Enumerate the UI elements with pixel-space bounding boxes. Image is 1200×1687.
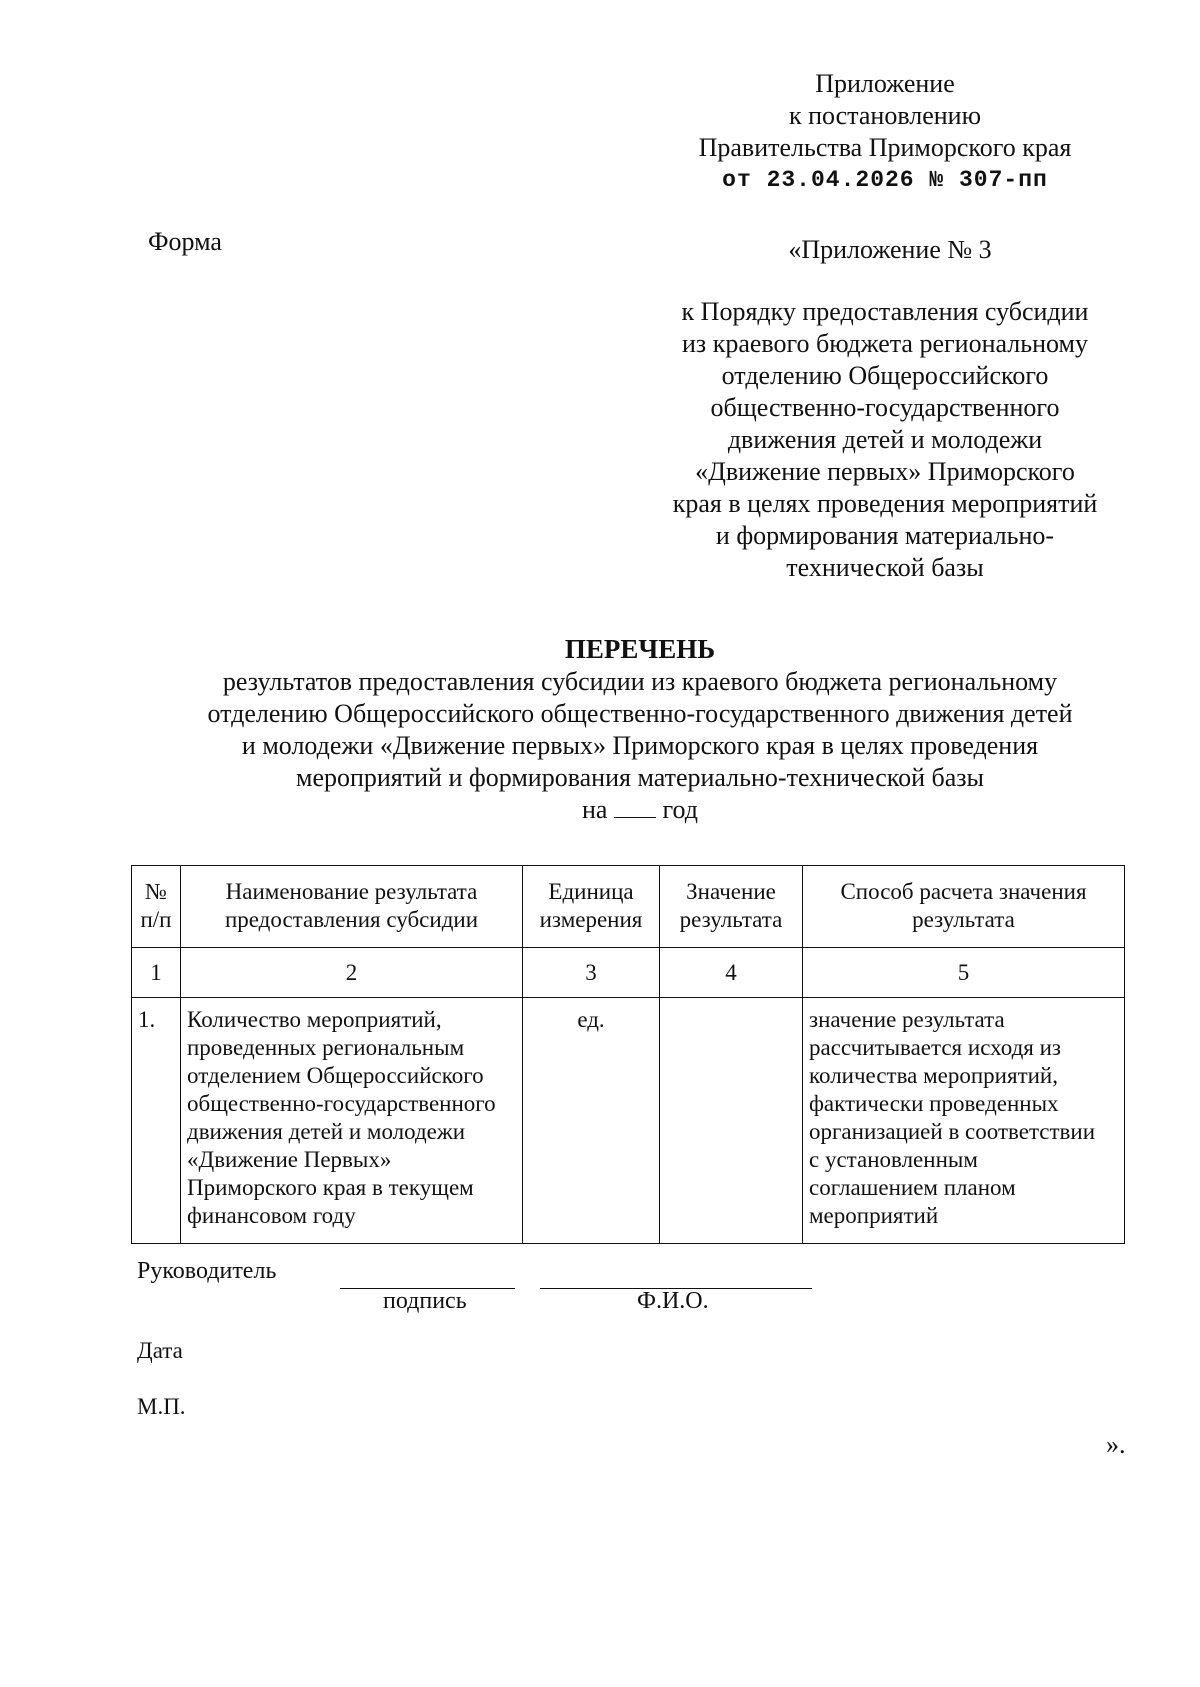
table-header-row bbox=[132, 866, 1125, 948]
cell-line: с установленным bbox=[809, 1147, 978, 1172]
row-value-empty bbox=[660, 998, 803, 1244]
head-label: Руководитель bbox=[137, 1258, 277, 1284]
decree-number: от 23.04.2026 № 307-пп bbox=[722, 167, 1048, 193]
list-subtitle-line: и молодежи «Движение первых» Приморского края в целях проведения bbox=[241, 731, 1039, 760]
cell-line: отделением Общероссийского bbox=[187, 1063, 484, 1088]
year-blank-field bbox=[614, 795, 656, 818]
order-ref-line: «Движение первых» Приморского bbox=[695, 457, 1075, 486]
row-unit: ед. bbox=[523, 998, 660, 1244]
appendix-3-title: «Приложение № 3 bbox=[788, 235, 992, 264]
results-table bbox=[131, 865, 1125, 1244]
order-ref-line: из краевого бюджета региональному bbox=[682, 329, 1088, 358]
list-subtitle-line: результатов предоставления субсидии из краевого бюджета региональному bbox=[222, 667, 1058, 696]
list-subtitle-line: мероприятий и формирования материально-технической базы bbox=[295, 763, 985, 792]
row-calc-method bbox=[803, 998, 1125, 1244]
closing-quote: ». bbox=[1106, 1430, 1126, 1459]
signature-caption: подпись bbox=[383, 1288, 467, 1314]
year-prefix: на bbox=[582, 795, 608, 824]
cell-line: движения детей и молодежи bbox=[187, 1119, 466, 1144]
header-cell-name bbox=[181, 866, 523, 948]
column-number: 1 bbox=[132, 948, 181, 998]
list-subtitle-line: отделению Общероссийского общественно-государственного движения детей bbox=[207, 699, 1073, 728]
column-number: 5 bbox=[803, 948, 1125, 998]
appendix-title: Приложение bbox=[815, 69, 955, 98]
header-text: Способ расчета значения bbox=[840, 879, 1087, 904]
order-ref-line: общественно-государственного bbox=[710, 393, 1060, 422]
order-ref-line: отделению Общероссийского bbox=[721, 361, 1049, 390]
appendix-decree-ref: к постановлению bbox=[788, 101, 982, 130]
cell-line: «Движение Первых» bbox=[187, 1147, 392, 1172]
list-title-block bbox=[130, 632, 1150, 826]
header-text: Значение bbox=[686, 879, 776, 904]
cell-line: количества мероприятий, bbox=[809, 1063, 1058, 1088]
cell-line: общественно-государственного bbox=[187, 1091, 496, 1116]
header-text: результата bbox=[679, 907, 783, 932]
order-ref-line: и формирования материально- bbox=[715, 521, 1055, 550]
header-text: результата bbox=[912, 907, 1015, 932]
column-number: 2 bbox=[181, 948, 523, 998]
order-ref-line: движения детей и молодежи bbox=[727, 425, 1043, 454]
header-text: п/п bbox=[140, 907, 172, 932]
header-cell-value bbox=[660, 866, 803, 948]
form-label: Форма bbox=[148, 227, 222, 256]
cell-line: значение результата bbox=[809, 1007, 1005, 1032]
signature-block bbox=[137, 1258, 957, 1318]
appendix-government: Правительства Приморского края bbox=[698, 133, 1072, 162]
row-result-name bbox=[181, 998, 523, 1244]
date-label: Дата bbox=[137, 1338, 183, 1363]
cell-line: Приморского края в текущем bbox=[187, 1175, 474, 1200]
row-number: 1. bbox=[132, 998, 181, 1244]
header-text: № bbox=[145, 879, 167, 904]
header-text: предоставления субсидии bbox=[224, 907, 479, 932]
cell-line: мероприятий bbox=[809, 1203, 939, 1228]
table-column-number-row bbox=[132, 948, 1125, 998]
table-row bbox=[132, 998, 1125, 1244]
order-reference bbox=[640, 296, 1130, 584]
cell-line: фактически проведенных bbox=[809, 1091, 1059, 1116]
cell-line: финансовом году bbox=[187, 1203, 356, 1228]
full-name-caption: Ф.И.О. bbox=[637, 1288, 709, 1314]
list-heading: ПЕРЕЧЕНЬ bbox=[564, 634, 716, 664]
header-cell-unit bbox=[523, 866, 660, 948]
header-text: измерения bbox=[539, 907, 643, 932]
year-line bbox=[130, 794, 1150, 826]
column-number: 3 bbox=[523, 948, 660, 998]
header-text: Единица bbox=[548, 879, 634, 904]
header-cell-number bbox=[132, 866, 181, 948]
cell-line: соглашением планом bbox=[809, 1175, 1016, 1200]
header-cell-method bbox=[803, 866, 1125, 948]
cell-line: организацией в соответствии bbox=[809, 1119, 1096, 1144]
order-ref-line: технической базы bbox=[786, 553, 984, 582]
appendix-header bbox=[650, 68, 1120, 196]
stamp-label: М.П. bbox=[137, 1394, 186, 1419]
cell-line: Количество мероприятий, bbox=[187, 1007, 442, 1032]
column-number: 4 bbox=[660, 948, 803, 998]
order-ref-line: края в целях проведения мероприятий bbox=[672, 489, 1098, 518]
year-suffix: год bbox=[662, 795, 698, 824]
header-text: Наименование результата bbox=[225, 879, 478, 904]
cell-line: рассчитывается исходя из bbox=[809, 1035, 1061, 1060]
cell-line: проведенных региональным bbox=[187, 1035, 465, 1060]
order-ref-line: к Порядку предоставления субсидии bbox=[681, 297, 1089, 326]
